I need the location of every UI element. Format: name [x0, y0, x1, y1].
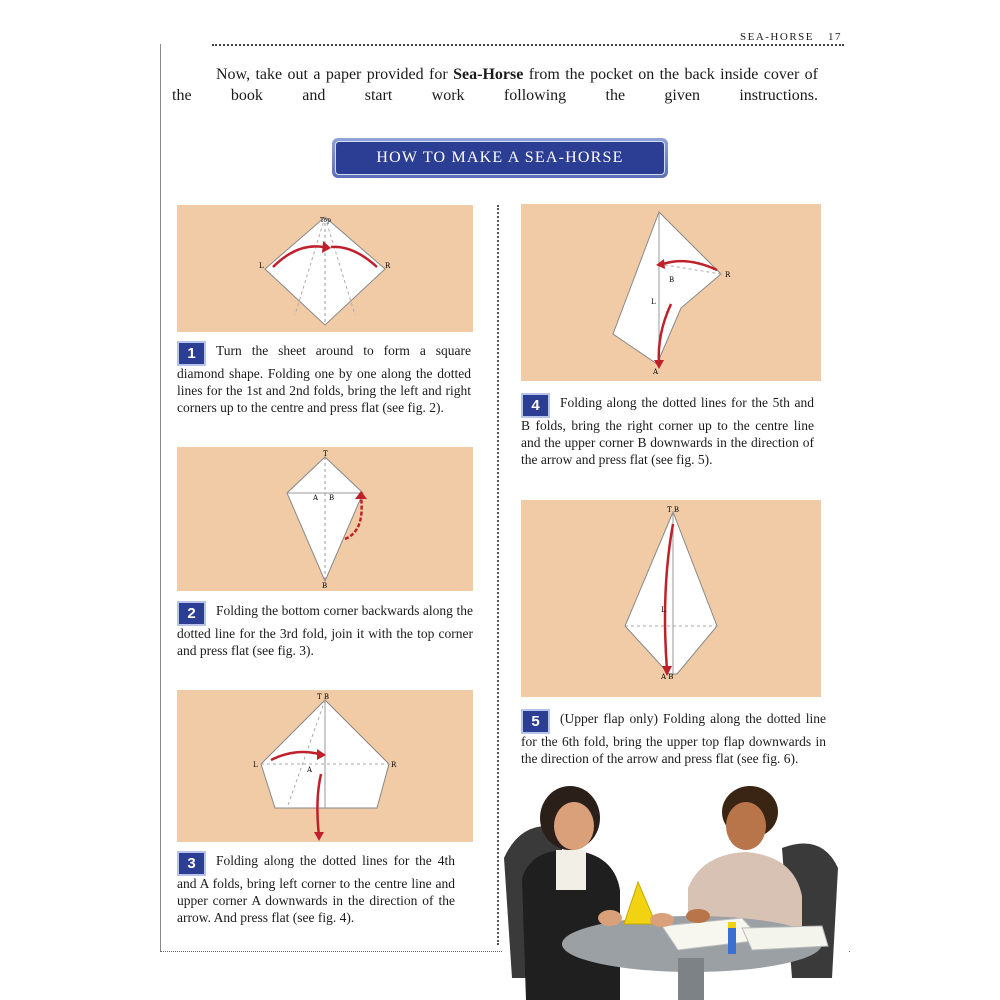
column-divider — [497, 205, 499, 945]
fig5-top-label: T B — [667, 506, 680, 514]
fig2-b-label: B — [329, 494, 335, 502]
fig1-right-label: R — [385, 262, 391, 270]
fig3-left-label: L — [253, 761, 258, 769]
fig3-a-label: A — [307, 766, 313, 774]
fig2-a-label: A — [313, 494, 319, 502]
fig3-right-label: R — [391, 761, 397, 769]
step-4-number: 4 — [521, 393, 550, 418]
figure-4 — [521, 204, 821, 381]
fig5-bottom-label: A B — [661, 673, 674, 681]
page-left-border — [160, 44, 162, 952]
step-4-text: Folding along the dotted lines for the 5th and B folds, bring the right corner up to the centre line and the upper corner B downwards in the direction of the arrow and press flat (see fig. 5). — [521, 395, 814, 467]
header-title: SEA-HORSE — [739, 31, 814, 43]
step-2-text: Folding the bottom corner backwards along the dotted line for the 3rd fold, join it with the top corner and press flat (see fig. 3). — [177, 603, 473, 658]
step-5-number: 5 — [521, 709, 550, 734]
fig2-bottom-label: B — [322, 582, 328, 590]
step-2 — [177, 601, 473, 660]
step-4 — [521, 393, 814, 468]
page-number: 17 — [828, 31, 842, 43]
intro-bold: Sea-Horse — [453, 66, 524, 83]
step-1-number: 1 — [177, 341, 206, 366]
running-header — [740, 31, 842, 43]
fig5-l-label: L — [661, 606, 666, 614]
step-3 — [177, 851, 455, 926]
intro-text-2: from the pocket on the back inside cover of the book and start work following the given instructions. — [172, 66, 819, 104]
figure-1 — [177, 205, 473, 332]
fig1-left-label: L — [259, 262, 264, 270]
fig1-top-label: Top — [320, 217, 331, 224]
step-1 — [177, 341, 471, 416]
fig4-l-label: L — [651, 298, 656, 306]
intro-text-1: Now, take out a paper provided for — [216, 66, 454, 83]
step-3-number: 3 — [177, 851, 206, 876]
fig4-right-label: R — [725, 271, 731, 279]
banner-title: HOW TO MAKE A SEA-HORSE — [335, 141, 665, 175]
intro-paragraph — [172, 64, 818, 106]
figure-2 — [177, 447, 473, 591]
fig4-a-label: A — [653, 368, 659, 376]
step-5 — [521, 709, 826, 768]
figure-3 — [177, 690, 473, 842]
section-banner — [332, 138, 668, 178]
header-rule — [212, 44, 844, 46]
children-photo — [502, 778, 848, 1000]
step-1-text: Turn the sheet around to form a square diamond shape. Folding one by one along the dotted lines for the 1st and 2nd folds, bring the left and right corners up to the centre and press flat (see fig. 2). — [177, 343, 471, 415]
fig2-top-label: T — [323, 450, 328, 458]
step-2-number: 2 — [177, 601, 206, 626]
fig3-top-label: T B — [317, 693, 330, 701]
fig4-b-label: B — [669, 276, 675, 284]
figure-5 — [521, 500, 821, 697]
step-5-text: (Upper flap only) Folding along the dotted line for the 6th fold, bring the upper top flap downwards in the direction of the arrow and press flat (see fig. 6). — [521, 711, 826, 766]
step-3-text: Folding along the dotted lines for the 4th and A folds, bring left corner to the centre line and upper corner A downwards in the direction of the arrow. And press flat (see fig. 4). — [177, 853, 455, 925]
